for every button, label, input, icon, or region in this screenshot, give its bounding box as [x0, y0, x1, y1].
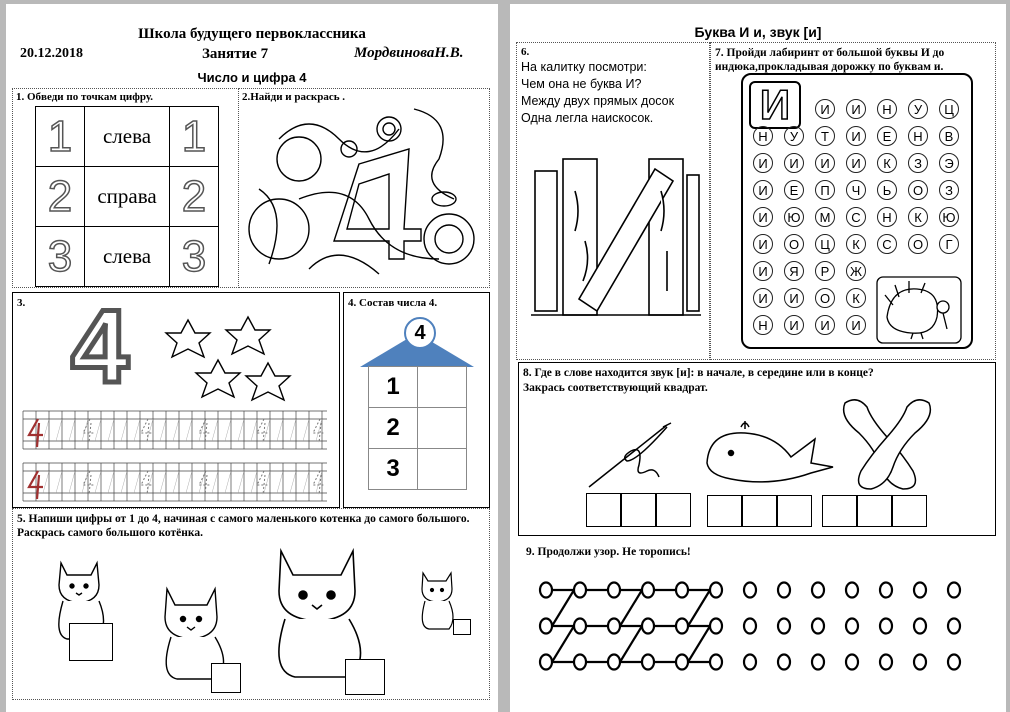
poem-line: Одна легла наискосок.: [521, 111, 654, 125]
pattern-loop: [812, 583, 824, 598]
maze-letter-cell[interactable]: У: [908, 99, 928, 119]
task-9-text: 9. Продолжи узор. Не торопись!: [526, 546, 691, 558]
trace-digit-cell: [169, 106, 219, 167]
maze-letter-cell[interactable]: Н: [908, 126, 928, 146]
task-6-text: 6.: [521, 46, 530, 58]
grid-line: [303, 471, 309, 493]
maze-letter-cell[interactable]: И: [753, 180, 773, 200]
dotted-four-guide: [141, 419, 152, 443]
grid-line: [43, 471, 49, 493]
whale-picture: [701, 417, 841, 487]
task-5-text: 5. Напиши цифры от 1 до 4, начиная с самого маленького котенка до самого большого. Раскрась самого большого котёнка.: [17, 513, 470, 539]
maze-letter-cell[interactable]: Ь: [877, 180, 897, 200]
maze-letter-cell[interactable]: И: [846, 126, 866, 146]
grid-line: [173, 471, 179, 493]
maze-letter-cell[interactable]: М: [815, 207, 835, 227]
hidden-digit-picture: [239, 89, 491, 289]
maze-letter-cell[interactable]: И: [753, 261, 773, 281]
grid-line: [147, 419, 153, 441]
pattern-loop: [914, 655, 926, 670]
trace-digit: 1: [181, 111, 207, 161]
pattern-loop: [914, 619, 926, 634]
pattern-loop: [880, 619, 892, 634]
pattern-connector: [552, 626, 574, 662]
maze-letter-cell[interactable]: Ч: [846, 180, 866, 200]
gate-letter-picture: [531, 151, 701, 321]
maze-letter-cell[interactable]: Ж: [846, 261, 866, 281]
grid-line: [199, 419, 205, 441]
grid-line: [277, 471, 283, 493]
maze-letter-cell[interactable]: Р: [815, 261, 835, 281]
pattern-connector: [620, 626, 642, 662]
grid-line: [160, 419, 166, 441]
worksheet-date: 20.12.2018: [20, 46, 83, 61]
pattern-loop: [676, 655, 688, 670]
maze-letter-cell[interactable]: Е: [877, 126, 897, 146]
grid-line: [290, 419, 296, 441]
pattern-loop: [948, 619, 960, 634]
maze-letter-cell[interactable]: И: [846, 153, 866, 173]
grid-line: [43, 419, 49, 441]
grid-line: [108, 419, 114, 441]
maze-letter-cell[interactable]: К: [877, 153, 897, 173]
maze-letter-cell[interactable]: И: [753, 207, 773, 227]
pattern-connector: [620, 590, 642, 626]
pattern-loop: [540, 583, 552, 598]
task-9-box: [518, 540, 996, 704]
maze-letter-cell[interactable]: В: [939, 126, 959, 146]
pattern-loop: [574, 619, 586, 634]
task-3-text: 3.: [17, 297, 26, 309]
pattern-loop: [642, 655, 654, 670]
maze-letter-cell[interactable]: Ц: [939, 99, 959, 119]
turkey-icon: [877, 277, 961, 343]
task-4-text: 4. Состав числа 4.: [348, 297, 438, 309]
maze-letter-cell[interactable]: И: [784, 153, 804, 173]
kitten-answer-box[interactable]: [345, 659, 385, 695]
sound-position-square[interactable]: [656, 493, 691, 527]
grid-line: [277, 419, 283, 441]
maze-letter-cell[interactable]: Т: [815, 126, 835, 146]
pattern-loop: [812, 619, 824, 634]
task-7-box: [710, 42, 996, 360]
maze-letter-cell[interactable]: К: [846, 288, 866, 308]
author-name: МордвиноваН.В.: [354, 45, 464, 61]
maze-letter-cell[interactable]: Ц: [815, 234, 835, 254]
pattern-loop: [574, 655, 586, 670]
dotted-four-guide: [199, 419, 210, 443]
maze-letter-cell[interactable]: Э: [939, 153, 959, 173]
left-worksheet-page: [6, 4, 498, 712]
grid-line: [186, 471, 192, 493]
trace-digit: 1: [47, 111, 73, 161]
lesson-number: Занятие 7: [202, 46, 269, 62]
pattern-loop: [574, 583, 586, 598]
letter-maze: [741, 73, 973, 349]
direction-word: слева: [84, 106, 170, 167]
grid-line: [212, 419, 218, 441]
grid-line: [56, 471, 62, 493]
task-8-text: 8. Где в слове находится звук [и]: в начале, в середине или в конце?: [523, 367, 874, 379]
trace-digit: 2: [181, 171, 207, 221]
sound-position-square[interactable]: [742, 495, 777, 527]
pattern-loop: [744, 655, 756, 670]
letter-title: Буква И и, звук [и]: [694, 24, 822, 40]
maze-letter-cell[interactable]: И: [846, 315, 866, 335]
pattern-loop: [710, 619, 722, 634]
star-cluster: [163, 315, 303, 415]
poem-line: Между двух прямых досок: [521, 94, 675, 108]
dotted-four-guide: [257, 471, 268, 495]
maze-letter-cell[interactable]: З: [939, 180, 959, 200]
pattern-loop: [778, 655, 790, 670]
sound-position-square[interactable]: [892, 495, 927, 527]
maze-letter-cell[interactable]: Ю: [939, 207, 959, 227]
grid-line: [251, 471, 257, 493]
house-row-right[interactable]: [417, 448, 467, 490]
task-2-text: 2.Найди и раскрась .: [242, 91, 346, 103]
task-7-text: 7. Пройди лабиринт от большой буквы И до индюка,прокладывая дорожку по буквам и.: [715, 47, 945, 73]
sound-position-square[interactable]: [707, 495, 742, 527]
pattern-loop: [778, 583, 790, 598]
maze-letter-cell[interactable]: О: [815, 288, 835, 308]
trace-digit: 3: [47, 231, 73, 281]
trace-digit-cell: [35, 226, 85, 287]
maze-letter-cell[interactable]: Ю: [784, 207, 804, 227]
maze-letter-cell[interactable]: О: [784, 234, 804, 254]
copybook-grid: [23, 411, 327, 503]
grid-line: [147, 471, 153, 493]
kitten-answer-box[interactable]: [211, 663, 241, 693]
grid-line: [264, 471, 270, 493]
maze-letter-cell[interactable]: З: [908, 153, 928, 173]
dotted-four-guide: [141, 471, 152, 495]
grid-line: [69, 419, 75, 441]
maze-letter-cell[interactable]: Г: [939, 234, 959, 254]
pattern-loop: [608, 583, 620, 598]
pattern-loop: [744, 619, 756, 634]
poem-line: На калитку посмотри:: [521, 60, 647, 74]
grid-line: [199, 471, 205, 493]
task-2-box: [238, 88, 490, 288]
grid-line: [303, 419, 309, 441]
maze-letter-cell[interactable]: К: [908, 207, 928, 227]
grid-line: [95, 471, 101, 493]
trace-digit-cell: [169, 166, 219, 227]
maze-letter-cell[interactable]: У: [784, 126, 804, 146]
pattern-loop: [710, 583, 722, 598]
pattern-loop: [812, 655, 824, 670]
maze-letter-cell[interactable]: И: [753, 234, 773, 254]
task-1-box: [12, 88, 239, 288]
pattern-loop: [846, 619, 858, 634]
task-3-box: [12, 289, 340, 508]
grid-line: [251, 419, 257, 441]
house-row-left: 2: [368, 407, 418, 449]
maze-letter-cell[interactable]: И: [846, 99, 866, 119]
maze-letter-cell[interactable]: Н: [877, 99, 897, 119]
sound-position-square[interactable]: [777, 495, 812, 527]
grid-line: [69, 471, 75, 493]
maze-letter-cell[interactable]: И: [815, 153, 835, 173]
house-row-right[interactable]: [417, 407, 467, 449]
task-5-box: [12, 508, 490, 700]
maze-start-big-letter: И: [749, 81, 801, 129]
maze-letter-cell[interactable]: Е: [784, 180, 804, 200]
grid-line: [238, 471, 244, 493]
dotted-four-guide: [257, 419, 268, 443]
trace-digit-cell: [169, 226, 219, 287]
maze-letter-cell[interactable]: И: [815, 99, 835, 119]
pattern-loop: [778, 619, 790, 634]
needle-thread-picture: [587, 421, 677, 491]
pattern-connector: [688, 590, 710, 626]
grid-line: [134, 471, 140, 493]
loop-pattern: [536, 578, 986, 688]
pattern-connector: [688, 626, 710, 662]
bowling-pins-picture: [837, 393, 937, 493]
grid-line: [225, 419, 231, 441]
pattern-loop: [540, 655, 552, 670]
task-4-box: [343, 292, 490, 508]
sound-position-square[interactable]: [857, 495, 892, 527]
maze-letter-cell[interactable]: О: [908, 234, 928, 254]
maze-letter-cell[interactable]: И: [784, 288, 804, 308]
task-1-text: 1. Обведи по точкам цифру.: [16, 91, 153, 103]
pattern-loop: [744, 583, 756, 598]
grid-line: [173, 419, 179, 441]
grid-line: [95, 419, 101, 441]
pattern-loop: [710, 655, 722, 670]
maze-letter-cell[interactable]: Н: [877, 207, 897, 227]
maze-letter-cell[interactable]: С: [846, 207, 866, 227]
pattern-loop: [948, 583, 960, 598]
maze-letter-cell[interactable]: И: [753, 288, 773, 308]
maze-letter-cell[interactable]: Н: [753, 315, 773, 335]
grid-line: [225, 471, 231, 493]
maze-letter-cell[interactable]: Н: [753, 126, 773, 146]
task-8-box: [518, 362, 996, 536]
right-worksheet-page: [510, 4, 1006, 712]
outline-digit-four: 4: [71, 289, 129, 405]
pattern-loop: [880, 655, 892, 670]
grid-line: [290, 471, 296, 493]
pattern-connector: [552, 590, 574, 626]
trace-digit: 2: [47, 171, 73, 221]
grid-line: [264, 419, 270, 441]
grid-line: [160, 471, 166, 493]
maze-letter-cell[interactable]: И: [753, 153, 773, 173]
grid-line: [56, 419, 62, 441]
grid-line: [108, 471, 114, 493]
grid-line: [121, 471, 127, 493]
lesson-topic: Число и цифра 4: [197, 70, 307, 85]
house-row-left: 3: [368, 448, 418, 490]
pattern-loop: [642, 619, 654, 634]
pattern-loop: [676, 619, 688, 634]
maze-letter-cell[interactable]: К: [846, 234, 866, 254]
maze-letter-cell[interactable]: И: [784, 315, 804, 335]
grid-line: [212, 471, 218, 493]
maze-letter-cell[interactable]: С: [877, 234, 897, 254]
grid-line: [238, 419, 244, 441]
task-6-box: [516, 42, 710, 360]
pattern-loop: [608, 655, 620, 670]
direction-word: слева: [84, 226, 170, 287]
maze-letter-cell[interactable]: И: [815, 315, 835, 335]
maze-letter-cell[interactable]: Я: [784, 261, 804, 281]
pattern-loop: [676, 583, 688, 598]
maze-letter-cell[interactable]: П: [815, 180, 835, 200]
pattern-loop: [846, 583, 858, 598]
direction-word: справа: [84, 166, 170, 227]
pattern-loop: [846, 655, 858, 670]
trace-digit-cell: [35, 166, 85, 227]
trace-digit-cell: [35, 106, 85, 167]
sound-position-square[interactable]: [822, 495, 857, 527]
house-number-circle: 4: [404, 317, 436, 349]
pattern-loop: [642, 583, 654, 598]
task-8-subtext: Закрась соответствующий квадрат.: [523, 382, 708, 394]
pattern-loop: [948, 655, 960, 670]
grid-line: [134, 419, 140, 441]
dotted-four-guide: [199, 471, 210, 495]
pattern-loop: [914, 583, 926, 598]
house-row-left: 1: [368, 366, 418, 408]
kitten-answer-box[interactable]: [453, 619, 471, 635]
maze-letter-cell[interactable]: О: [908, 180, 928, 200]
pattern-loop: [880, 583, 892, 598]
grid-line: [121, 419, 127, 441]
kitten-answer-box[interactable]: [69, 623, 113, 661]
pattern-loop: [608, 619, 620, 634]
house-row-right[interactable]: [417, 366, 467, 408]
grid-line: [316, 471, 322, 493]
sound-position-square[interactable]: [586, 493, 621, 527]
sound-position-square[interactable]: [621, 493, 656, 527]
poem-line: Чем она не буква И?: [521, 77, 642, 91]
trace-digit: 3: [181, 231, 207, 281]
riddle-poem: [521, 59, 674, 127]
worksheet-title: Школа будущего первоклассника: [138, 26, 366, 42]
grid-line: [186, 419, 192, 441]
grid-line: [316, 419, 322, 441]
pattern-loop: [540, 619, 552, 634]
